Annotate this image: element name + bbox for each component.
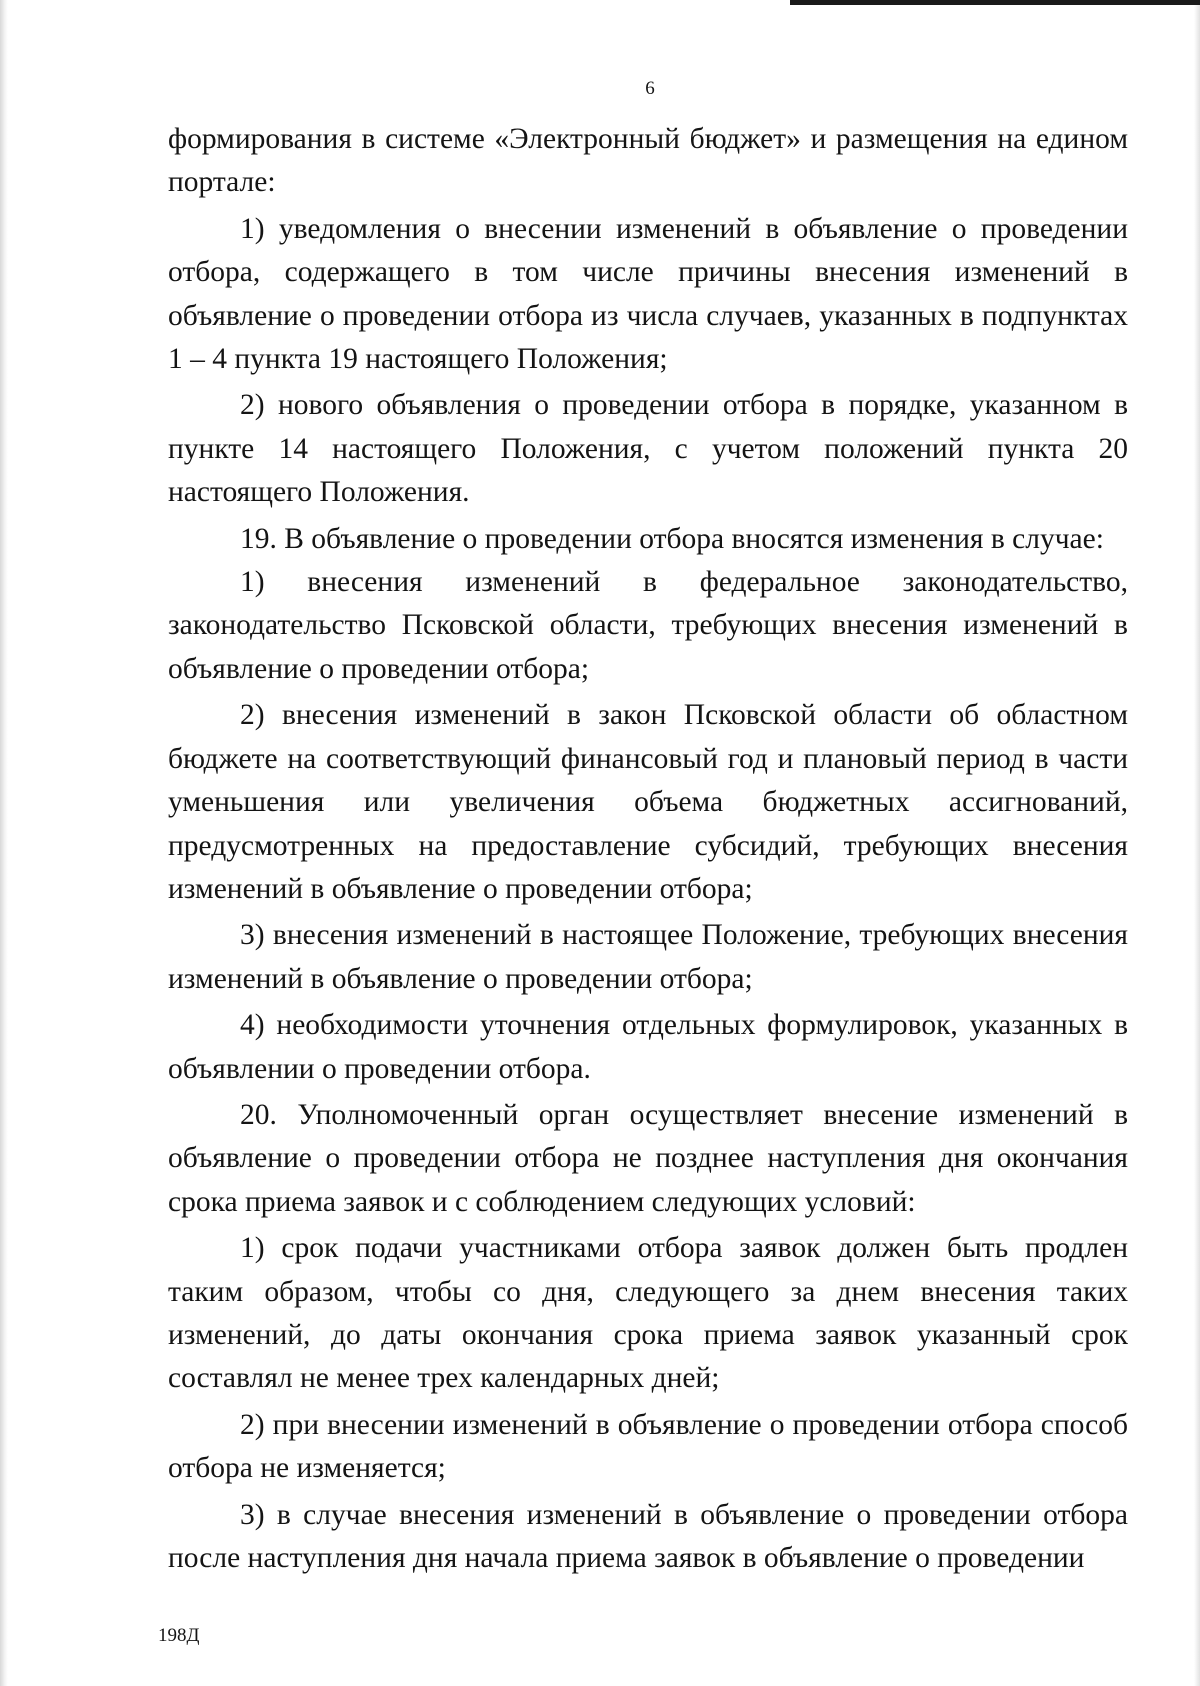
paragraph-clause-19: 19. В объявление о проведении отбора вносятся изменения в случае: [240,522,1104,555]
paragraph-item: 1) уведомления о внесении изменений в объявление о проведении отбора, содержащего в том числе причины внесения изменений в объявление о проведении отбора из числа случаев, указанных в подпунктах 1 – 4 пункта 19 настоящего Положения; [168,212,1128,376]
scan-edge-left [0,0,8,1686]
paragraph-item: 2) при внесении изменений в объявление о проведении отбора способ отбора не изменяется; [168,1408,1128,1485]
paragraph-item: 2) нового объявления о проведении отбора в порядке, указанном в пункте 14 настоящего Положения, с учетом положений пункта 20 настоящего Положения. [168,389,1128,509]
paragraph-item: 1) срок подачи участниками отбора заявок должен быть продлен таким образом, чтобы со дня, следующего за днем внесения таких изменений, до даты окончания срока приема заявок указанный срок составлял не менее трех календарных дней; [168,1232,1128,1395]
footer-code: 198Д [158,1625,200,1646]
paragraph-item: 4) необходимости уточнения отдельных формулировок, указанных в объявлении о проведении отбора. [168,1009,1128,1085]
paragraph-item: 3) внесения изменений в настоящее Положение, требующих внесения изменений в объявление о проведении отбора; [168,919,1128,995]
paragraph-continuation: формирования в системе «Электронный бюджет» и размещения на едином портале: [168,123,1128,199]
document-body [168,118,1128,1580]
page-number: 6 [645,78,655,99]
paragraph-item: 2) внесения изменений в закон Псковской области об областном бюджете на соответствующий финансовый год и плановый период в части уменьшения или увеличения объема бюджетных ассигнований, предусмотренных на предоставление субсидий, требующих внесения изменений в объявление о проведении отбора; [168,699,1128,905]
paragraph-clause-20: 20. Уполномоченный орган осуществляет внесение изменений в объявление о проведении отбора не позднее наступления дня окончания срока приема заявок и с соблюдением следующих условий: [168,1098,1128,1218]
paragraph-item: 1) внесения изменений в федеральное законодательство, законодательство Псковской области, требующих внесения изменений в объявление о проведении отбора; [168,566,1128,685]
paragraph-item: 3) в случае внесения изменений в объявление о проведении отбора после наступления дня начала приема заявок в объявление о проведении [168,1498,1128,1574]
scan-edge-right [1194,0,1200,1686]
top-rule [790,0,1200,5]
